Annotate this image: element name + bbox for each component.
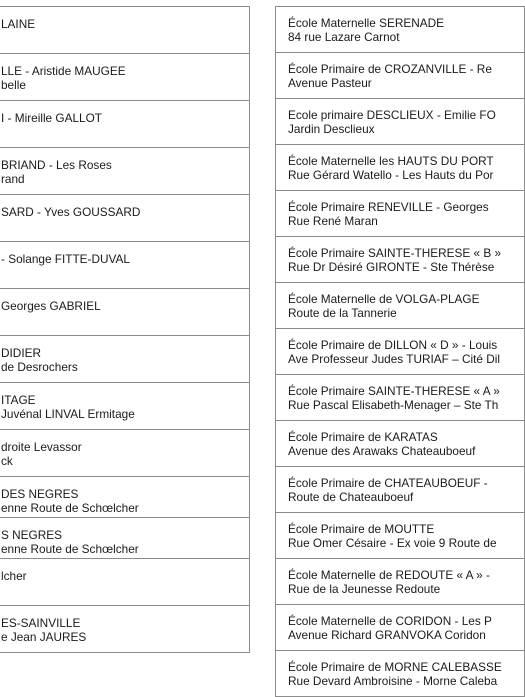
left-table-row (0, 288, 249, 335)
left-table-row (0, 147, 249, 194)
school-name: ES-SAINVILLE (1, 616, 81, 630)
school-address: Ave Professeur Judes TURIAF – Cité Dil (288, 352, 500, 366)
school-address: ck (1, 454, 13, 468)
school-name: École Maternelle de CORIDON - Les P (288, 614, 492, 628)
school-address: Avenue Richard GRANVOKA Coridon (288, 628, 486, 642)
left-table-row (0, 241, 249, 288)
school-name: DES NEGRES (1, 487, 79, 501)
left-table-row (0, 558, 249, 605)
school-address: lcher (1, 569, 27, 583)
school-name: École Primaire de DILLON « D » - Louis (288, 338, 498, 352)
left-table-row (0, 194, 249, 241)
left-table-row (0, 429, 249, 476)
right-table-row (276, 98, 524, 144)
right-table-row (276, 604, 524, 650)
school-address: Avenue des Arawaks Chateauboeuf (288, 444, 476, 458)
left-school-table (0, 6, 250, 653)
school-address: rand (1, 172, 25, 186)
left-table-row (0, 100, 249, 147)
school-address: Rue de la Jeunesse Redoute (288, 582, 441, 596)
school-address: Jardin Desclieux (288, 122, 375, 136)
right-table-row (276, 374, 524, 420)
school-name: LAINE (1, 17, 36, 31)
right-table-row (276, 144, 524, 190)
school-name: - Solange FITTE-DUVAL (1, 252, 130, 266)
school-address: Rue Pascal Elisabeth-Menager – Ste Th (288, 398, 499, 412)
school-address: Avenue Pasteur (288, 76, 372, 90)
school-name: École Primaire de MORNE CALEBASSE (288, 660, 502, 674)
school-address: Route de la Tannerie (288, 306, 397, 320)
school-name: École Primaire SAINTE-THERESE « A » (288, 384, 500, 398)
school-name: École Primaire SAINTE-THERESE « B » (288, 246, 502, 260)
school-name: LLE - Aristide MAUGEE (1, 64, 126, 78)
school-name: Ecole primaire DESCLIEUX - Emilie FO (288, 108, 496, 122)
school-address: Rue Dr Désiré GIRONTE - Ste Thérèse (288, 260, 495, 274)
school-address: Juvénal LINVAL Ermitage (1, 407, 135, 421)
school-address: enne Route de Schœlcher (1, 501, 139, 515)
right-table-row (276, 650, 524, 696)
right-table-row (276, 420, 524, 466)
left-table-row (0, 476, 249, 517)
school-address: de Desrochers (1, 360, 78, 374)
school-name: I - Mireille GALLOT (1, 111, 102, 125)
school-address: belle (1, 78, 26, 92)
school-address: Rue Omer Césaire - Ex voie 9 Route de (288, 536, 497, 550)
right-school-table (275, 6, 525, 697)
school-name: droite Levassor (1, 440, 82, 454)
school-name: DIDIER (1, 346, 41, 360)
left-table-row (0, 53, 249, 100)
school-name: École Primaire de MOUTTE (288, 522, 435, 536)
school-name: S NEGRES (1, 528, 62, 542)
school-name: ITAGE (1, 393, 36, 407)
left-table-row (0, 605, 249, 652)
school-name: SARD - Yves GOUSSARD (1, 205, 141, 219)
right-table-row (276, 282, 524, 328)
left-table-row (0, 6, 249, 53)
right-table-row (276, 52, 524, 98)
school-name: École Maternelle SERENADE (288, 16, 445, 30)
school-address: Rue Gérard Watello - Les Hauts du Por (288, 168, 494, 182)
school-address: e Jean JAURES (1, 630, 87, 644)
right-table-row (276, 512, 524, 558)
school-name: École Primaire RENEVILLE - Georges (288, 200, 489, 214)
right-table-row (276, 328, 524, 374)
school-address: Route de Chateauboeuf (288, 490, 414, 504)
school-name: École Primaire de CHATEAUBOEUF - (288, 476, 488, 490)
school-address: 84 rue Lazare Carnot (288, 30, 400, 44)
left-table-row (0, 517, 249, 558)
right-table-row (276, 190, 524, 236)
left-table-row (0, 382, 249, 429)
right-table-row (276, 466, 524, 512)
school-address: Rue René Maran (288, 214, 378, 228)
school-name: École Maternelle de VOLGA-PLAGE (288, 292, 480, 306)
school-name: Georges GABRIEL (1, 299, 101, 313)
school-address: enne Route de Schœlcher (1, 542, 139, 556)
school-name: École Maternelle de REDOUTE « A » - (288, 568, 490, 582)
school-name: BRIAND - Les Roses (1, 158, 112, 172)
school-name: École Primaire de CROZANVILLE - Re (288, 62, 492, 76)
school-address: Rue Devard Ambroisine - Morne Caleba (288, 674, 498, 688)
left-table-row (0, 335, 249, 382)
right-table-row (276, 236, 524, 282)
right-table-row (276, 6, 524, 52)
right-table-row (276, 558, 524, 604)
school-name: École Maternelle les HAUTS DU PORT (288, 154, 494, 168)
school-name: École Primaire de KARATAS (288, 430, 438, 444)
